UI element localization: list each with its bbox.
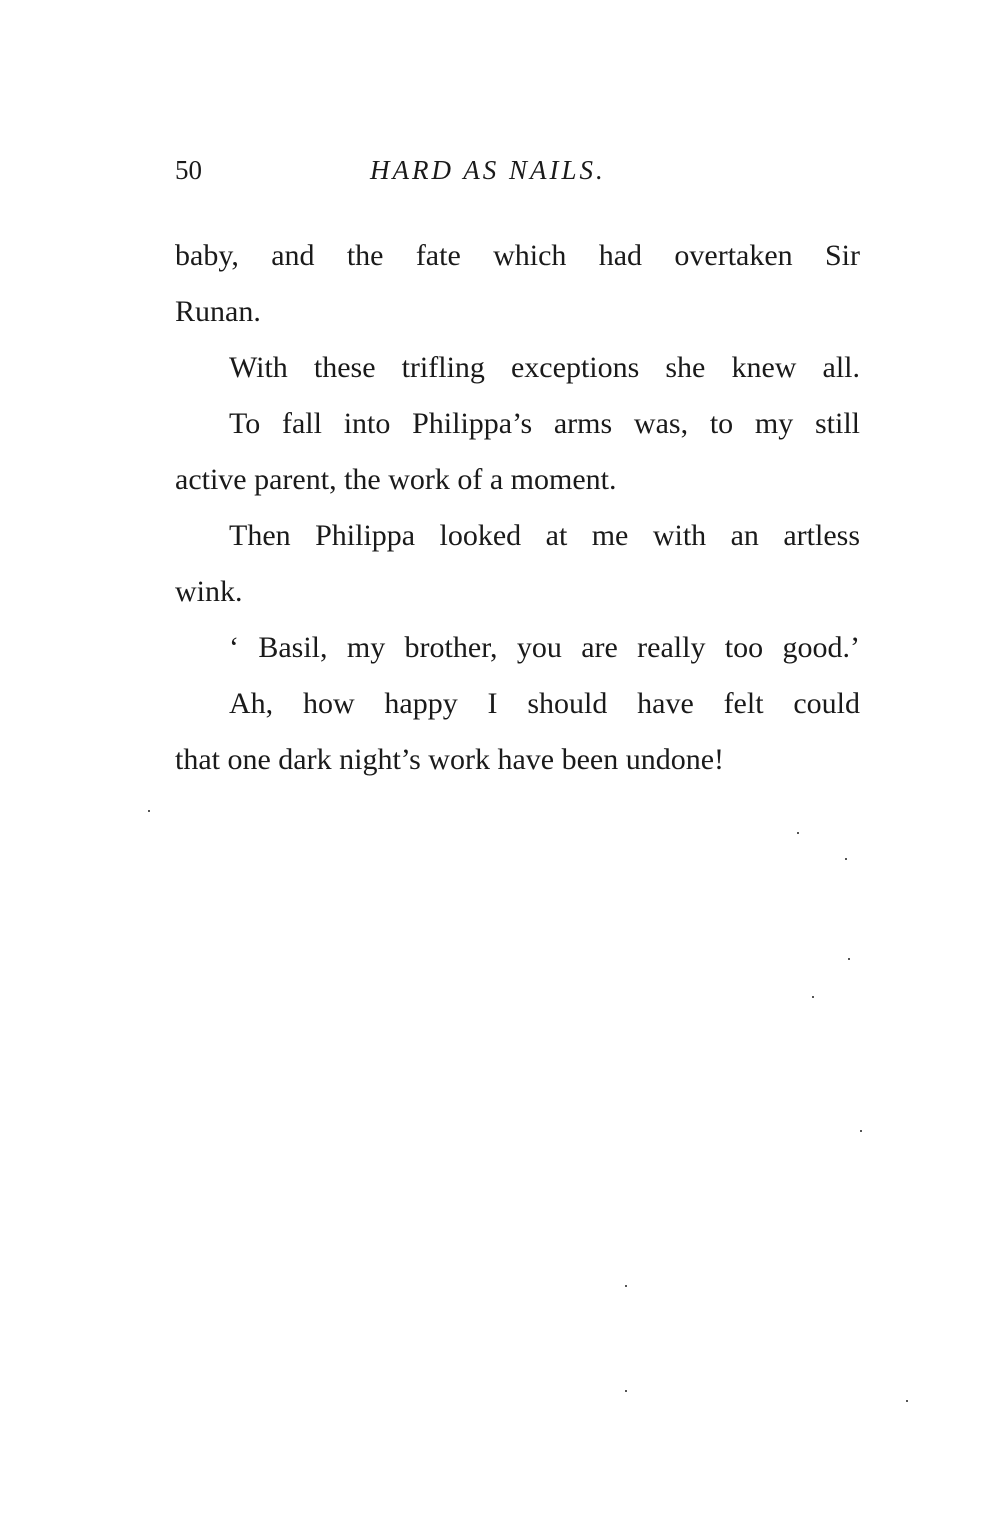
scan-speck [845, 858, 847, 860]
scan-speck [906, 1400, 908, 1402]
page-header [175, 155, 860, 195]
body-text [175, 228, 860, 788]
scan-speck [812, 996, 814, 998]
page-number: 50 [175, 155, 202, 185]
scan-speck [848, 958, 850, 960]
scan-speck [797, 832, 799, 834]
text-line: that one dark night’s work have been undone! [175, 743, 725, 776]
text-line: Runan. [175, 295, 261, 328]
text-line: With these trifling exceptions she knew all. [229, 351, 860, 384]
scan-speck [625, 1285, 627, 1287]
text-line: Ah, how happy I should have felt could [229, 687, 860, 720]
scan-speck [625, 1390, 627, 1392]
text-line: Then Philippa looked at me with an artless [229, 519, 860, 552]
text-line: baby, and the fate which had overtaken Sir [175, 239, 860, 272]
text-line: To fall into Philippa’s arms was, to my still [229, 407, 860, 440]
text-line: ‘ Basil, my brother, you are really too good.’ [229, 631, 860, 664]
text-line: wink. [175, 575, 243, 608]
scan-speck [860, 1130, 862, 1132]
text-line: active parent, the work of a moment. [175, 463, 617, 496]
scan-speck [148, 810, 150, 812]
running-title: HARD AS NAILS. [370, 155, 606, 185]
